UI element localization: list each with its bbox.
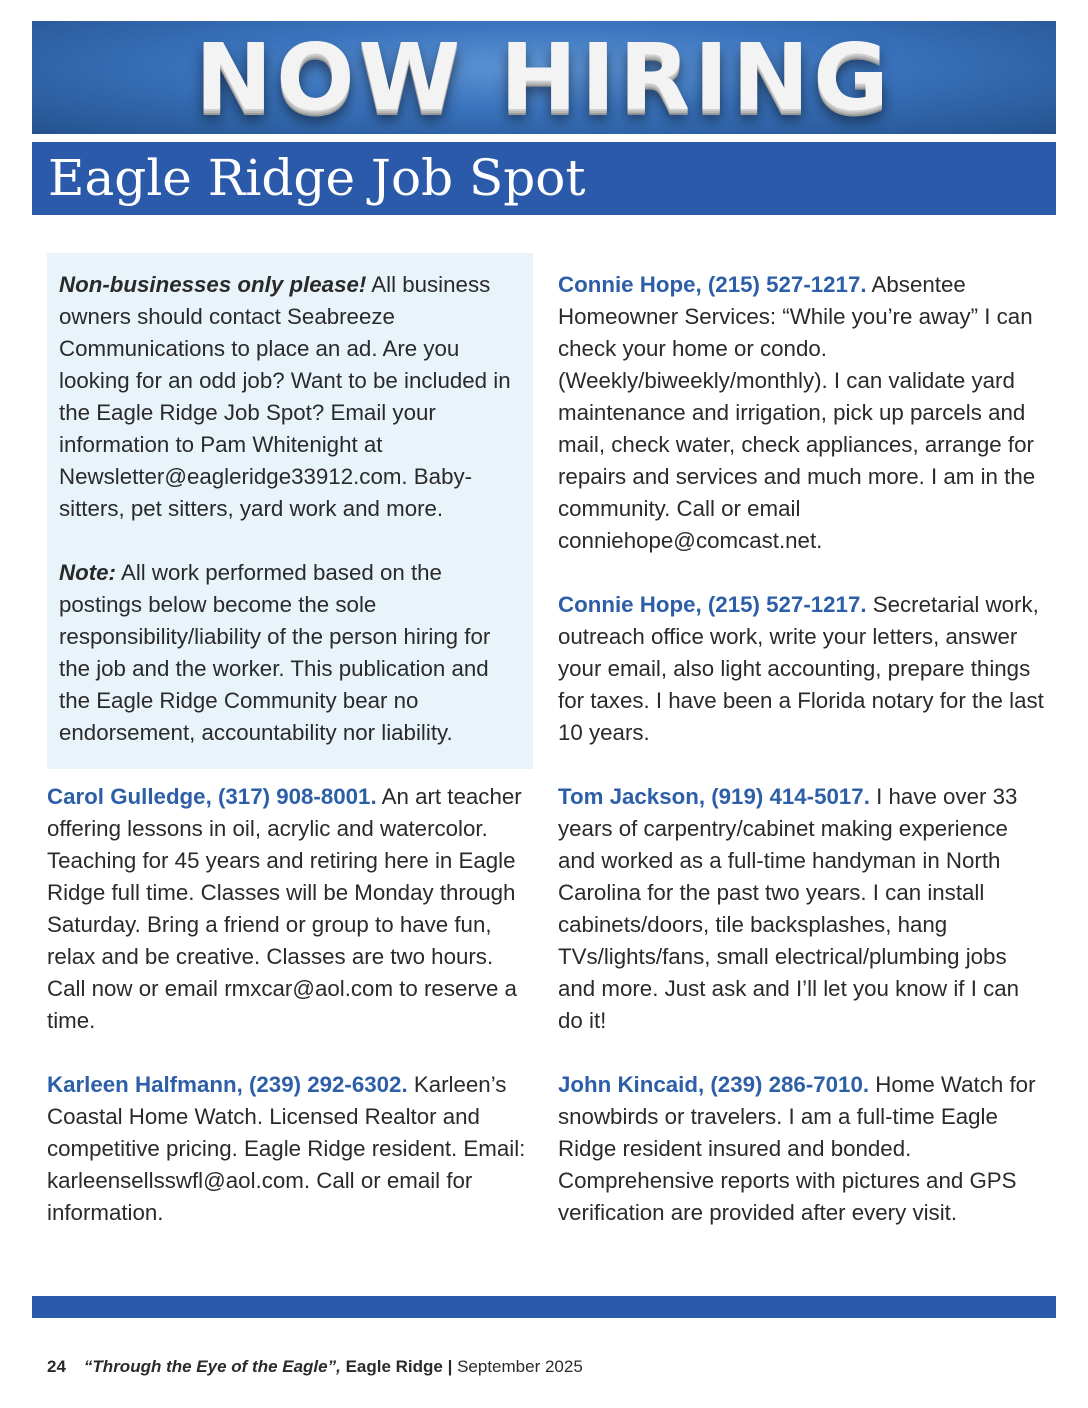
listing-john <box>558 1069 1048 1229</box>
page-title: Eagle Ridge Job Spot <box>48 149 586 207</box>
listing-karleen <box>47 1069 533 1229</box>
now-hiring-banner <box>32 21 1056 134</box>
listing-text: Home Watch for snowbirds or travelers. I am a full-time Eagle Ridge resident insured and bonded. Comprehensive reports with pictures and GPS verification are provided after every visit. <box>558 1072 1036 1225</box>
listing-name: Tom Jackson, (919) 414-5017. <box>558 784 870 809</box>
banner-text: NOW HIRING <box>195 23 893 131</box>
bottom-bar <box>32 1296 1056 1318</box>
issue-date: September 2025 <box>457 1357 583 1376</box>
page-number: 24 <box>47 1357 66 1376</box>
listing-name: Carol Gulledge, (317) 908-8001. <box>47 784 377 809</box>
listing-connie-secretarial <box>558 589 1048 749</box>
listing-name: Connie Hope, (215) 527-1217. <box>558 272 867 297</box>
listing-name: John Kincaid, (239) 286-7010. <box>558 1072 870 1097</box>
listing-text: I have over 33 years of carpentry/cabinet making experience and worked as a full-time handyman in North Carolina for the past two years. I can install cabinets/doors, tile backsplashes, hang TVs/lights/fans, small electrical/plumbing jobs and more. Just ask and I’ll let you know if I can do it! <box>558 784 1020 1033</box>
footer-separator: | <box>442 1357 458 1376</box>
listing-carol <box>47 781 533 1037</box>
notice-body: All business owners should contact Seabreeze Communications to place an ad. Are you looking for an odd job? Want to be included in the Eagle Ridge Job Spot? Email your information to Pam Whitenight at Newsletter@eagleridge33912.com. Baby-sitters, pet sitters, yard work and more. <box>59 272 511 521</box>
notice-lead: Non-businesses only please! <box>59 272 367 297</box>
listing-tom <box>558 781 1048 1037</box>
listing-text: Absentee Homeowner Services: “While you’re away” I can check your home or condo. (Weekly/biweekly/monthly). I can validate yard maintenance and irrigation, pick up parcels and mail, check water, check appliances, arrange for repairs and services and much more. I am in the community. Call or email conniehope@comcast.net. <box>558 272 1036 553</box>
listing-text: Secretarial work, outreach office work, write your letters, answer your email, also light accounting, prepare things for taxes. I have been a Florida notary for the last 10 years. <box>558 592 1044 745</box>
note-lead: Note: <box>59 560 116 585</box>
community-name: Eagle Ridge <box>340 1357 443 1376</box>
notice-paragraph <box>59 269 524 525</box>
title-bar <box>32 142 1056 215</box>
listing-text: An art teacher offering lessons in oil, acrylic and watercolor. Teaching for 45 years and retiring here in Eagle Ridge full time. Classes will be Monday through Saturday. Bring a friend or group to have fun, relax and be creative. Classes are two hours. Call now or email rmxcar@aol.com to reserve a time. <box>47 784 522 1033</box>
listing-name: Connie Hope, (215) 527-1217. <box>558 592 867 617</box>
note-body: All work performed based on the postings below become the sole responsibility/liability of the person hiring for the job and the worker. This publication and the Eagle Ridge Community bear no endorsement, accountability nor liability. <box>59 560 491 745</box>
publication-name: “Through the Eye of the Eagle”, <box>83 1357 341 1376</box>
notice-text <box>59 269 524 749</box>
listing-text: Karleen’s Coastal Home Watch. Licensed Realtor and competitive pricing. Eagle Ridge resident. Email: karleensellsswfl@aol.com. Call or email for information. <box>47 1072 526 1225</box>
listing-name: Karleen Halfmann, (239) 292-6302. <box>47 1072 408 1097</box>
note-paragraph <box>59 557 524 749</box>
footer <box>47 1357 583 1377</box>
listing-connie-homewatch <box>558 269 1048 557</box>
